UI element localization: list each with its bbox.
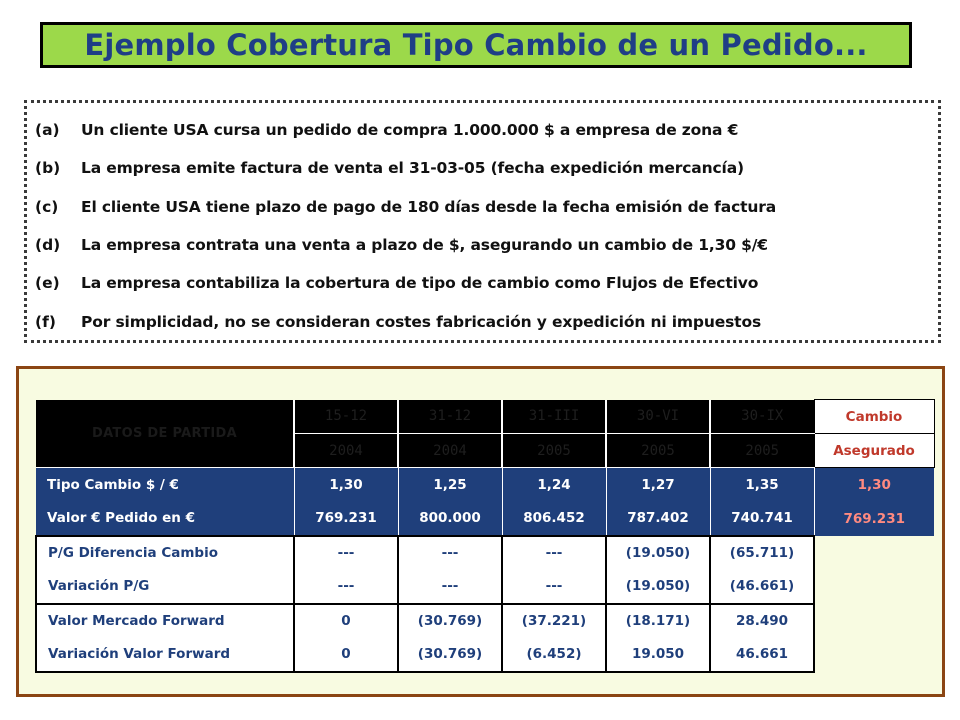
empty-cell — [814, 536, 934, 570]
condition-item — [27, 149, 938, 187]
cell-value: 1,35 — [710, 468, 814, 502]
condition-letter: (f) — [35, 312, 56, 331]
condition-item — [27, 302, 938, 340]
cell-value: --- — [294, 570, 398, 604]
cell-asegurado: 769.231 — [814, 502, 934, 536]
condition-text: La empresa contabiliza la cobertura de tipo de cambio como Flujos de Efectivo — [81, 274, 759, 293]
cell-value: 28.490 — [710, 604, 814, 638]
condition-letter: (a) — [35, 121, 60, 140]
table-row — [36, 468, 934, 502]
header-date-year: 2004 — [294, 434, 398, 468]
table-row — [36, 502, 934, 536]
cell-asegurado: 1,30 — [814, 468, 934, 502]
empty-cell — [814, 604, 934, 638]
table-row — [36, 638, 934, 672]
table-header-row — [36, 400, 934, 434]
condition-letter: (c) — [35, 197, 59, 216]
cell-value: (19.050) — [606, 570, 710, 604]
data-table — [35, 399, 935, 673]
conditions-list — [24, 100, 941, 343]
cell-value: (6.452) — [502, 638, 606, 672]
header-date-year: 2004 — [398, 434, 502, 468]
condition-text: La empresa contrata una venta a plazo de $, asegurando un cambio de 1,30 $/€ — [81, 236, 768, 255]
row-label: Variación P/G — [36, 570, 294, 604]
row-label: Variación Valor Forward — [36, 638, 294, 672]
header-date-day: 15-12 — [294, 400, 398, 434]
condition-text: Por simplicidad, no se consideran costes fabricación y expedición ni impuestos — [81, 312, 762, 331]
header-asegurado-line1: Cambio — [814, 400, 934, 434]
cell-value: (65.711) — [710, 536, 814, 570]
page-title: Ejemplo Cobertura Tipo Cambio de un Pedido... — [84, 28, 868, 62]
header-date-day: 31-III — [502, 400, 606, 434]
header-date-day: 31-12 — [398, 400, 502, 434]
table-row — [36, 604, 934, 638]
cell-value: 740.741 — [710, 502, 814, 536]
title-banner — [40, 22, 912, 68]
cell-value: (19.050) — [606, 536, 710, 570]
condition-text: La empresa emite factura de venta el 31-03-05 (fecha expedición mercancía) — [81, 159, 744, 178]
condition-item — [27, 188, 938, 226]
table-row — [36, 536, 934, 570]
condition-text: El cliente USA tiene plazo de pago de 180 días desde la fecha emisión de factura — [81, 197, 777, 216]
table-wrapper — [35, 399, 935, 673]
header-date-year: 2005 — [710, 434, 814, 468]
cell-value: (37.221) — [502, 604, 606, 638]
header-date-year: 2005 — [502, 434, 606, 468]
cell-value: (46.661) — [710, 570, 814, 604]
condition-item — [27, 226, 938, 264]
row-label: Tipo Cambio $ / € — [36, 468, 294, 502]
cell-value: --- — [398, 570, 502, 604]
cell-value: 46.661 — [710, 638, 814, 672]
condition-letter: (e) — [35, 274, 60, 293]
header-asegurado-line2: Asegurado — [814, 434, 934, 468]
condition-text: Un cliente USA cursa un pedido de compra 1.000.000 $ a empresa de zona € — [81, 121, 739, 140]
cell-value: 1,27 — [606, 468, 710, 502]
cell-value: --- — [294, 536, 398, 570]
header-label: DATOS DE PARTIDA — [36, 400, 294, 468]
cell-value: 0 — [294, 604, 398, 638]
cell-value: 1,30 — [294, 468, 398, 502]
table-row — [36, 570, 934, 604]
cell-value: 19.050 — [606, 638, 710, 672]
cell-value: --- — [398, 536, 502, 570]
empty-cell — [814, 570, 934, 604]
cell-value: 0 — [294, 638, 398, 672]
row-label: P/G Diferencia Cambio — [36, 536, 294, 570]
row-label: Valor € Pedido en € — [36, 502, 294, 536]
row-label: Valor Mercado Forward — [36, 604, 294, 638]
condition-letter: (d) — [35, 236, 61, 255]
cell-value: 806.452 — [502, 502, 606, 536]
cell-value: 1,24 — [502, 468, 606, 502]
condition-item — [27, 264, 938, 302]
cell-value: --- — [502, 570, 606, 604]
condition-letter: (b) — [35, 159, 61, 178]
cell-value: 769.231 — [294, 502, 398, 536]
header-date-day: 30-VI — [606, 400, 710, 434]
condition-item — [27, 111, 938, 149]
cell-value: 800.000 — [398, 502, 502, 536]
cell-value: (30.769) — [398, 604, 502, 638]
header-date-day: 30-IX — [710, 400, 814, 434]
empty-cell — [814, 638, 934, 672]
cell-value: (18.171) — [606, 604, 710, 638]
cell-value: --- — [502, 536, 606, 570]
cell-value: 1,25 — [398, 468, 502, 502]
cell-value: 787.402 — [606, 502, 710, 536]
data-panel — [16, 366, 945, 697]
header-date-year: 2005 — [606, 434, 710, 468]
cell-value: (30.769) — [398, 638, 502, 672]
